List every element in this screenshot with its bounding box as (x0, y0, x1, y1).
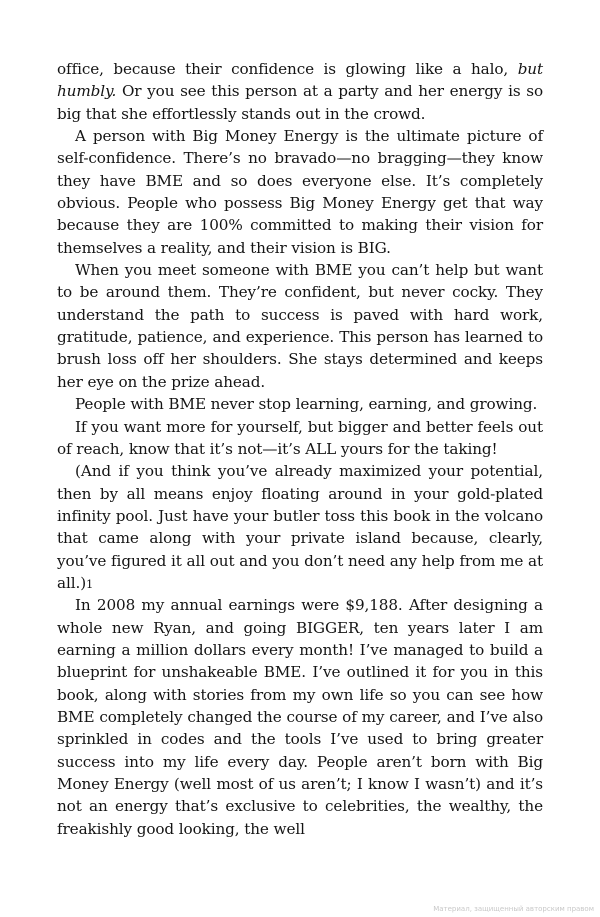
paragraph-6 (57, 460, 543, 594)
paragraph-2: A person with Big Money Energy is the ultimate picture of self-confidence. There’s no bravado—no bragging—they know they have BME and so does everyone else. It’s completely obvious. People who possess Big Money Energy get that way because they are 100% committed to making their vision for themselves a reality, and their vision is BIG. (57, 127, 543, 257)
paragraph-4: People with BME never stop learning, earning, and growing. (75, 395, 538, 414)
paragraph-1-emphasis: but humbly. (57, 60, 543, 101)
paragraph-3: When you meet someone with BME you can’t help but want to be around them. They’re confident, but never cocky. They understand the path to success is paved with hard work, gratitude, patience, and experience. This person has learned to brush loss off her shoulders. She stays determined and keeps her eye on the prize ahead. (57, 261, 543, 391)
paragraph-6-text: (And if you think you’ve already maximized your potential, then by all means enjoy floating around in your gold-plated infinity pool. Just have your butler toss this book in the volcano that came along with your private island because, clearly, you’ve figured it all out and you don’t need any help from me at all.) (57, 462, 543, 592)
paragraph-1-text-after: Or you see this person at a party and her energy is so big that she effortlessly stands out in the crowd. (57, 82, 543, 123)
book-page-body (57, 58, 543, 840)
paragraph-7: In 2008 my annual earnings were $9,188. After designing a whole new Ryan, and going BIGGER, ten years later I am earning a million dollars every month! I’ve managed to build a blueprint for unshakeable BME. I’ve outlined it for you in this book, along with stories from my own life so you can see how BME completely changed the course of my career, and I’ve also sprinkled in codes and the tools I’ve used to bring greater success into my life every day. People aren’t born with Big Money Energy (well most of us aren’t; I know I wasn’t) and it’s not an energy that’s exclusive to celebrities, the wealthy, the freakishly good looking, the well (57, 596, 543, 838)
paragraph-1 (57, 58, 543, 125)
paragraph-1-text-before: office, because their confidence is glowing like a halo, (57, 60, 518, 78)
copyright-watermark: Материал, защищенный авторским правом (433, 905, 594, 913)
footnote-reference[interactable]: 1 (86, 576, 94, 591)
paragraph-5: If you want more for yourself, but bigger and better feels out of reach, know that it’s not—it’s ALL yours for the taking! (57, 417, 543, 458)
